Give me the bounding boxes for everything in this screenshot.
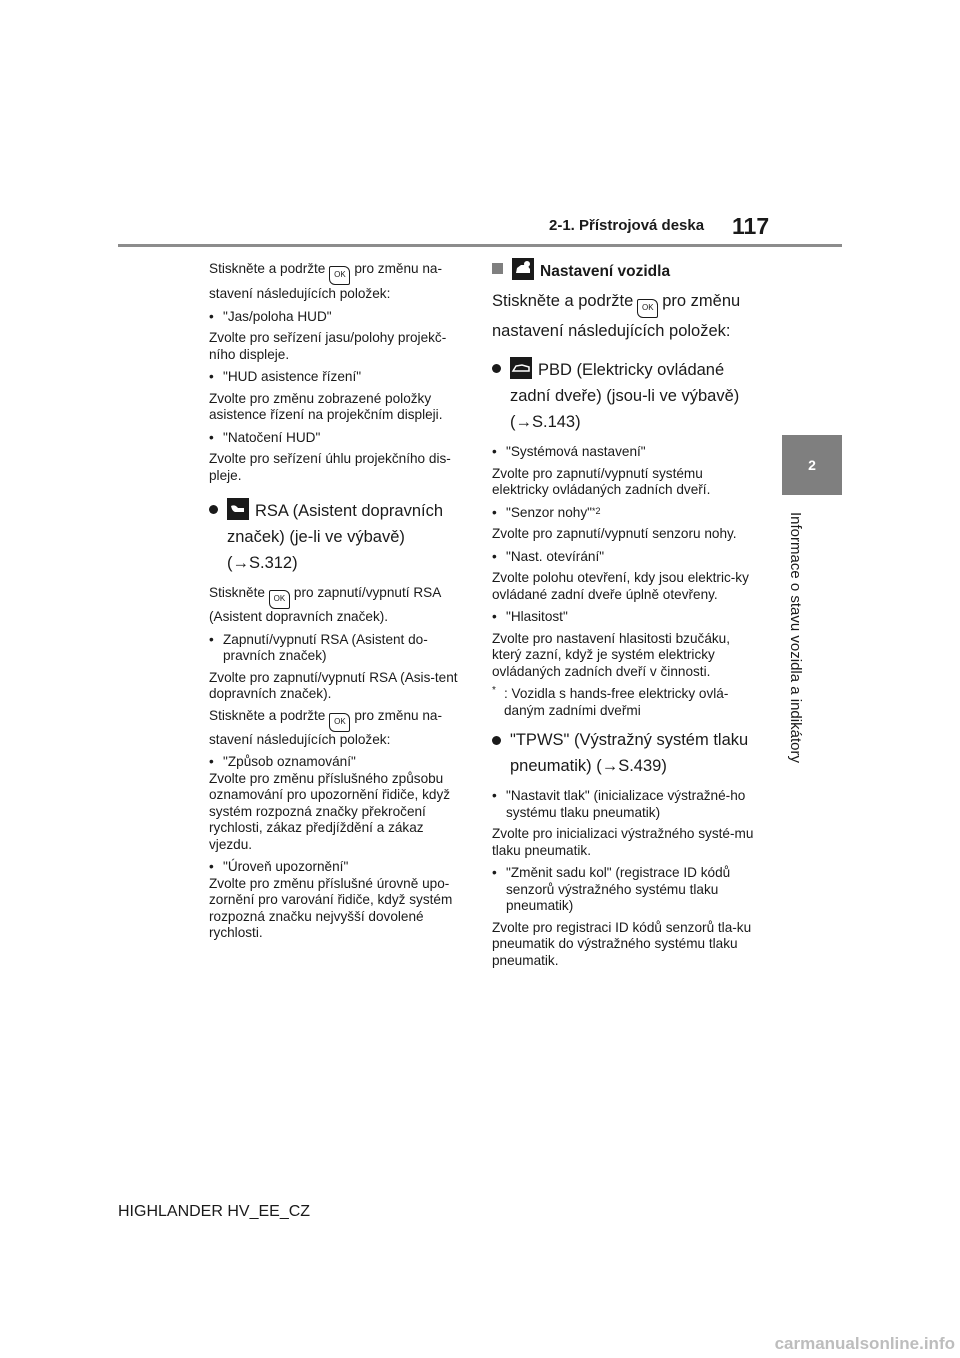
list-item: [492, 505, 754, 522]
paragraph: [209, 258, 467, 285]
list-item: • Zapnutí/vypnutí RSA (Asistent do-pravních značek): [209, 632, 467, 665]
ok-button-icon: OK: [329, 266, 350, 285]
page-number: 117: [732, 213, 770, 239]
paragraph: Zvolte pro zapnutí/vypnutí senzoru nohy.: [492, 526, 737, 541]
list-item: • "Natočení HUD": [209, 430, 467, 447]
page-reference: (→S.312): [227, 554, 298, 572]
header-divider: [118, 244, 842, 247]
right-column: [492, 258, 754, 969]
heading-text: pneumatik) (→S.439): [510, 757, 667, 775]
list-item: • "Jas/poloha HUD": [209, 309, 467, 326]
ok-button-icon: OK: [637, 299, 658, 318]
ok-button-icon: OK: [329, 713, 350, 732]
watermark: carmanualsonline.info: [774, 1334, 955, 1353]
list-item: • "Úroveň upozornění": [209, 859, 467, 876]
left-column: [209, 258, 467, 942]
bullet-dot: [209, 505, 218, 514]
paragraph: Zvolte pro registraci ID kódů senzorů tla-ku pneumatik do výstražného systému tlaku pneumatik.: [492, 919, 752, 968]
paragraph: Zvolte pro změnu příslušného způsobu oznamování pro upozornění řidiče, když systém rozpozná značky překročení rychlosti, zákaz předjíždění a zákaz vjezdu.: [209, 770, 451, 852]
heading-text: zadní dveře) (jsou-li ve výbavě): [510, 387, 740, 405]
paragraph: stavení následujících položek:: [209, 286, 391, 301]
text: Stiskněte a podržte: [492, 292, 634, 310]
text: "Senzor nohy": [506, 504, 592, 520]
vehicle-settings-heading: [492, 258, 754, 283]
paragraph: Zvolte pro změnu příslušné úrovně upo-zornění pro varování řidiče, když systém rozpozná značku nejvyšší dovolené rychlosti.: [209, 875, 453, 940]
paragraph: Zvolte pro zapnutí/vypnutí systému elektricky ovládaných zadních dveří.: [492, 465, 711, 497]
footnote-star: *: [492, 685, 496, 696]
section-marker: [492, 263, 503, 274]
pbd-heading: [492, 357, 754, 434]
text: Stiskněte a podržte: [209, 707, 326, 723]
paragraph: Zvolte pro seřízení jasu/polohy projekč-ního displeje.: [209, 330, 447, 362]
paragraph: Zvolte polohu otevření, kdy jsou elektric-ky ovládané zadní dveře úplně otevřeny.: [492, 570, 749, 602]
list-item: • "Nast. otevírání": [492, 549, 754, 566]
list-item: • "Systémová nastavení": [492, 444, 754, 461]
road-sign-icon: [227, 498, 249, 520]
text: pro zapnutí/vypnutí RSA (Asistent dopravních značek).: [209, 585, 441, 624]
ok-button-icon: OK: [269, 590, 290, 609]
paragraph: Zvolte pro seřízení úhlu projekčního dis-pleje.: [209, 451, 451, 483]
list-item: • "Způsob oznamování": [209, 754, 467, 771]
list-item: • "HUD asistence řízení": [209, 369, 467, 386]
paragraph: Zvolte pro nastavení hlasitosti bzučáku, který zazní, když je systém elektricky ovládaných zadních dveří v činnosti.: [492, 630, 731, 679]
paragraph: stavení následujících položek:: [209, 731, 391, 747]
power-back-door-icon: [510, 357, 532, 379]
paragraph: [209, 708, 467, 732]
chapter-side-title-text: Informace o stavu vozidla a indikátory: [787, 512, 804, 763]
paragraph: [492, 289, 754, 318]
text: pro změnu: [662, 292, 741, 310]
text: pro změnu na-: [354, 707, 443, 723]
paragraph: nastavení následujících položek:: [492, 322, 731, 340]
list-item: • "Nastavit tlak" (inicializace výstražné-ho systému tlaku pneumatik): [492, 788, 754, 821]
bullet-dot: [492, 364, 501, 373]
heading-text: značek) (je-li ve výbavě): [227, 528, 405, 546]
list-item: • "Změnit sadu kol" (registrace ID kódů senzorů výstražného systému tlaku pneumatik): [492, 865, 754, 915]
chapter-tab: 2: [782, 435, 842, 495]
heading-text: Nastavení vozidla: [540, 263, 671, 280]
heading-text: RSA (Asistent dopravních: [255, 502, 444, 520]
text: pro změnu na-: [354, 261, 443, 276]
paragraph: Zvolte pro inicializaci výstražného systé-mu tlaku pneumatik.: [492, 826, 754, 858]
paragraph: Zvolte pro změnu zobrazené položky asistence řízení na projekčním displeji.: [209, 390, 443, 422]
footnote-ref: *2: [591, 505, 601, 516]
section-title: 2-1. Přístrojová deska: [549, 217, 705, 234]
text: : Vozidla s hands-free elektricky ovlá-daným zadními dveřmi: [504, 686, 729, 718]
list-item: • "Hlasitost": [492, 609, 754, 626]
footnote: [492, 686, 754, 719]
page-reference: (→S.143): [510, 413, 581, 431]
tpws-heading: [492, 729, 754, 778]
paragraph: [209, 585, 467, 626]
text: Stiskněte a podržte: [209, 261, 326, 276]
rsa-heading: [209, 498, 467, 575]
chapter-side-title: [774, 512, 808, 767]
heading-text: "TPWS" (Výstražný systém tlaku: [510, 731, 749, 749]
paragraph: Zvolte pro zapnutí/vypnutí RSA (Asis-tent dopravních značek).: [209, 669, 458, 701]
vehicle-settings-icon: [512, 258, 534, 280]
text: Stiskněte: [209, 585, 265, 600]
footer-model: HIGHLANDER HV_EE_CZ: [118, 1203, 311, 1220]
heading-text: PBD (Elektricky ovládané: [538, 361, 725, 379]
bullet-dot: [492, 736, 501, 745]
